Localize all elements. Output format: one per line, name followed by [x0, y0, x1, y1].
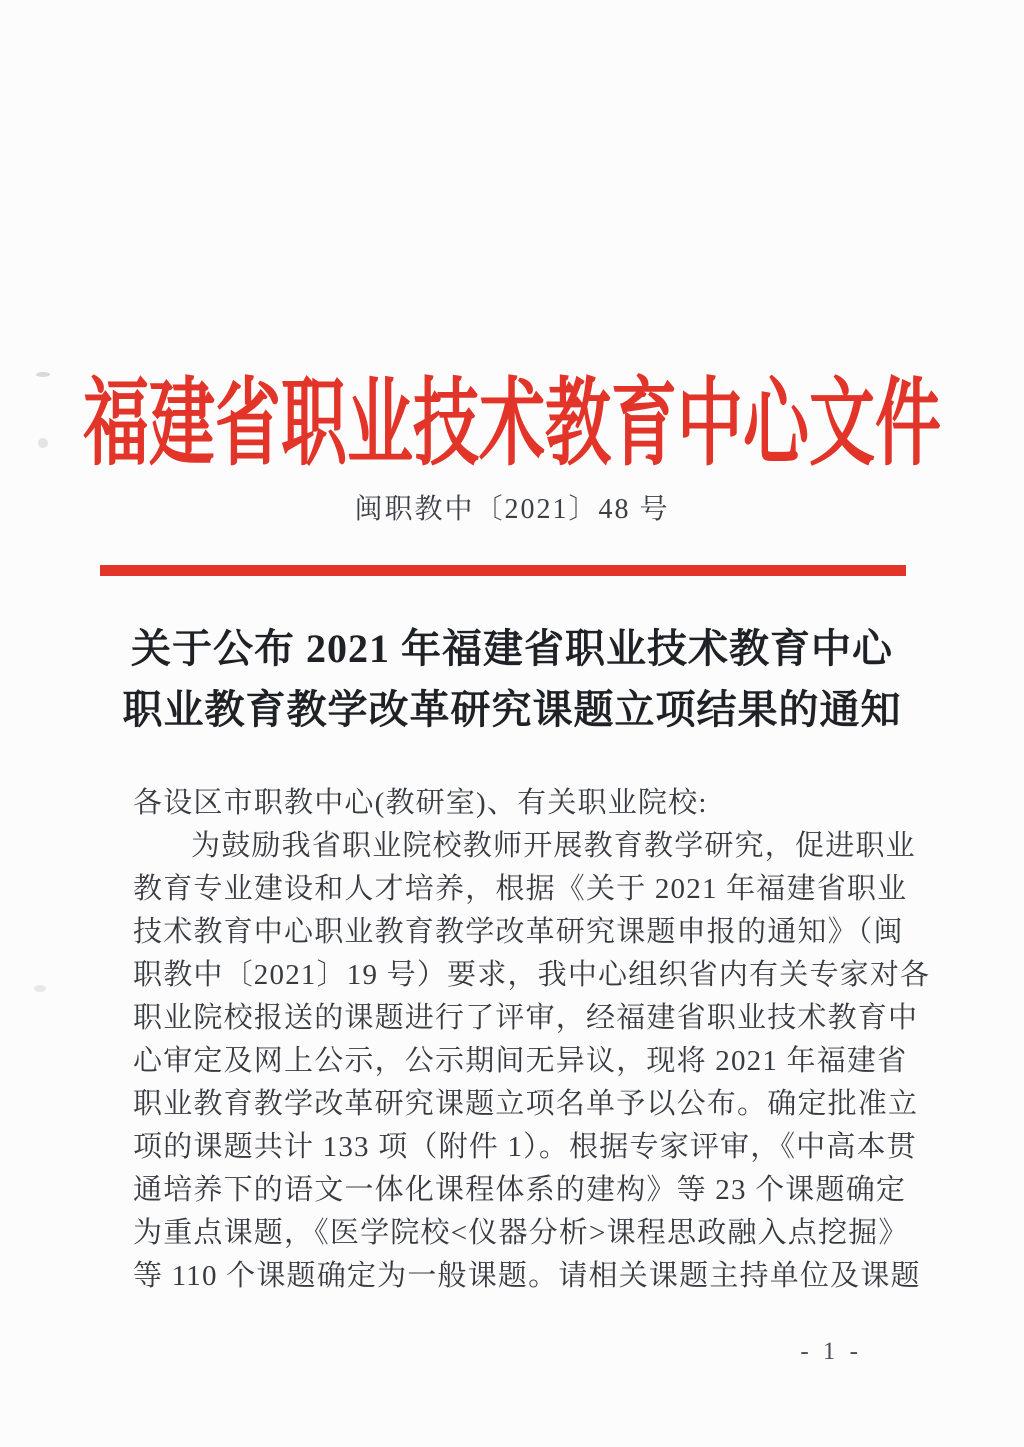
body-text-line: 为鼓励我省职业院校教师开展教育教学研究，促进职业 [191, 830, 916, 862]
document-body [133, 782, 931, 1298]
page-number: - 1 - [800, 1338, 862, 1365]
document-title-line-2: 职业教育教学改革研究课题立项结果的通知 [122, 687, 902, 732]
document-title [60, 618, 964, 740]
body-text-line: 等 110 个课题确定为一般课题。请相关课题主持单位及课题 [133, 1260, 921, 1292]
body-paragraph [133, 825, 931, 1298]
body-text-line: 职业院校报送的课题进行了评审，经福建省职业技术教育中 [133, 1002, 919, 1034]
body-text-line: 技术教育中心职业教育教学改革研究课题申报的通知》（闽 [133, 916, 904, 948]
body-text-line: 为重点课题，《医学院校<仪器分析>课程思政融入点挖掘》 [133, 1217, 909, 1249]
document-reference-number: 闽职教中〔2021〕48 号 [354, 494, 670, 525]
body-text-line: 心审定及网上公示，公示期间无异议，现将 2021 年福建省 [133, 1045, 908, 1077]
body-text-line: 职教中〔2021〕19 号）要求，我中心组织省内有关专家对各 [133, 959, 931, 991]
body-text-line: 教育专业建设和人才培养，根据《关于 2021 年福建省职业 [133, 873, 908, 905]
body-text-line: 职业教育教学改革研究课题立项名单予以公布。确定批准立 [133, 1088, 919, 1120]
salutation-line: 各设区市职教中心(教研室)、有关职业院校: [133, 787, 708, 819]
body-text-line: 通培养下的语文一体化课程体系的建构》等 23 个课题确定 [133, 1174, 907, 1206]
scan-artifact-mark [34, 985, 46, 992]
red-divider-rule [100, 565, 906, 576]
body-text-line: 项的课题共计 133 项（附件 1）。根据专家评审，《中高本贯 [133, 1131, 917, 1163]
document-title-line-1: 关于公布 2021 年福建省职业技术教育中心 [131, 626, 893, 671]
organization-letterhead-title: 福建省职业技术教育中心文件 [83, 372, 941, 478]
